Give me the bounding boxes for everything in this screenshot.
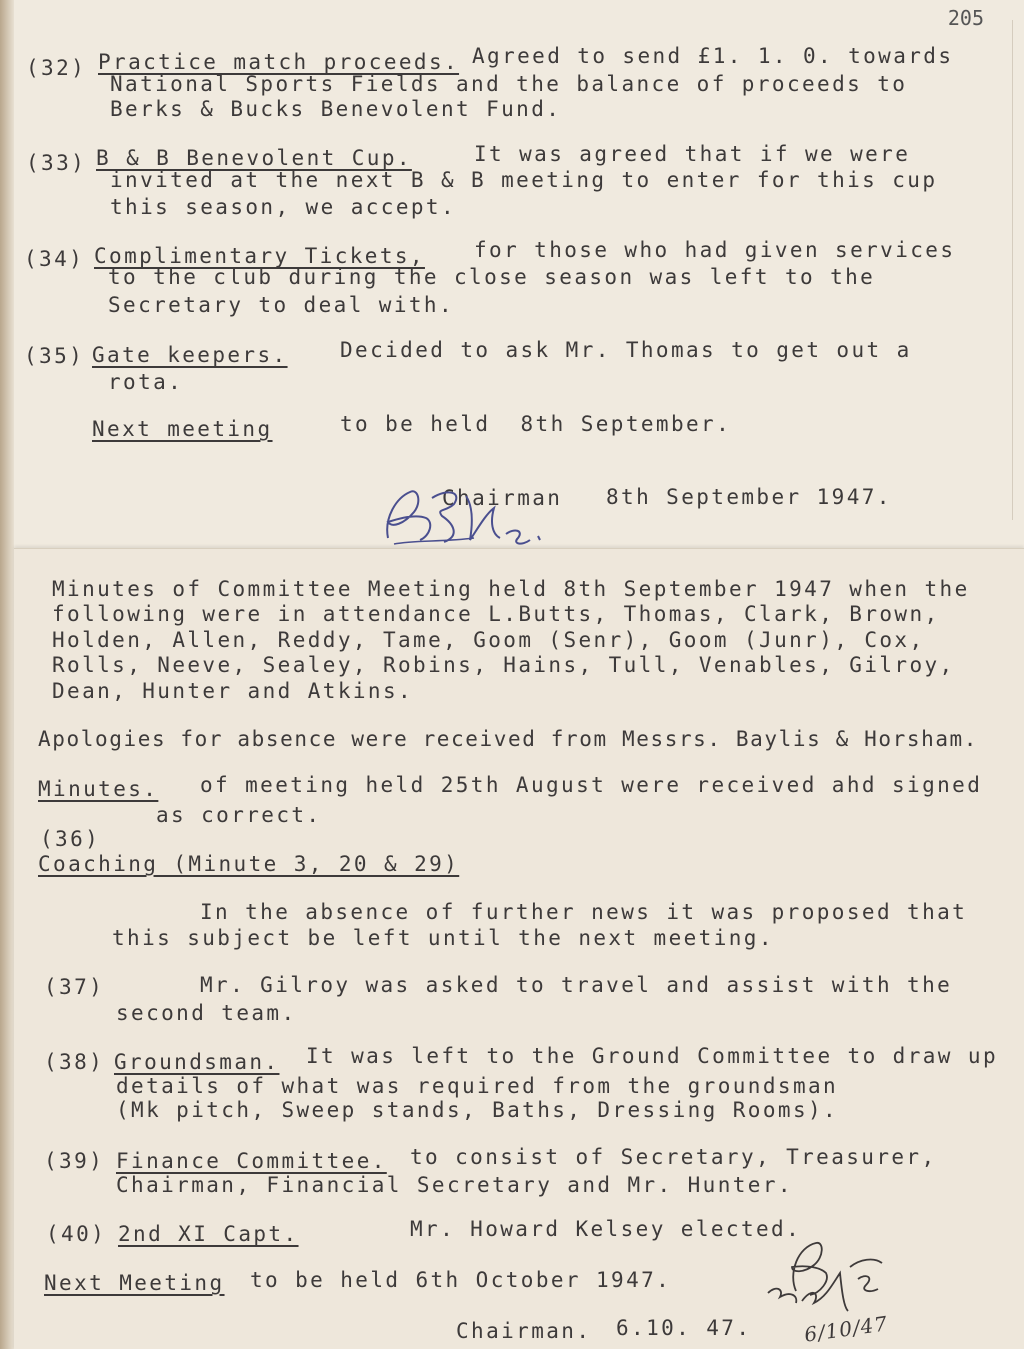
item-39-heading: Finance Committee. xyxy=(116,1149,387,1173)
item-38-number: (38) xyxy=(44,1050,105,1074)
item-39-text-1: to consist of Secretary, Treasurer, xyxy=(410,1145,937,1169)
item-40-heading: 2nd XI Capt. xyxy=(118,1222,299,1246)
handwritten-date: 6/10/47 xyxy=(802,1311,890,1347)
signoff-date-2: 6.10. 47. xyxy=(616,1316,752,1340)
page-number: 205 xyxy=(947,6,984,30)
intro-line-3: Holden, Allen, Reddy, Tame, Goom (Senr), Goom (Junr), Cox, xyxy=(52,628,925,652)
item-38-text-2: details of what was required from the groundsman xyxy=(116,1074,839,1098)
item-34-text-1: for those who had given services xyxy=(474,238,956,262)
intro-line-4: Rolls, Neeve, Sealey, Robins, Hains, Tull, Venables, Gilroy, xyxy=(52,653,955,677)
intro-line-1: Minutes of Committee Meeting held 8th September 1947 when the xyxy=(52,577,970,601)
item-34-number: (34) xyxy=(24,247,85,271)
intro-line-5: Dean, Hunter and Atkins. xyxy=(52,679,414,703)
upper-sheet xyxy=(14,0,1024,548)
item-37-number: (37) xyxy=(44,975,105,999)
item-33-heading: B & B Benevolent Cup. xyxy=(96,146,412,170)
margin-rule xyxy=(1012,20,1013,520)
item-35-heading: Gate keepers. xyxy=(92,343,288,367)
signoff-date: 8th September 1947. xyxy=(606,485,892,509)
item-37-text-1: Mr. Gilroy was asked to travel and assist with the xyxy=(200,973,953,997)
apologies: Apologies for absence were received from Messrs. Baylis & Horsham. xyxy=(38,727,979,751)
item-33-text-3: this season, we accept. xyxy=(110,195,456,219)
item-36-number: (36) xyxy=(40,827,101,851)
minutes-text-2: as correct. xyxy=(156,803,322,827)
chairman-label: Chairman xyxy=(442,486,563,510)
item-36-heading: Coaching (Minute 3, 20 & 29) xyxy=(38,852,460,876)
item-37-text-2: second team. xyxy=(116,1001,297,1025)
item-34-text-2: to the club during the close season was left to the xyxy=(108,265,876,289)
lower-sheet xyxy=(14,548,1024,1349)
item-35-number: (35) xyxy=(24,344,85,368)
item-38-text-3: (Mk pitch, Sweep stands, Baths, Dressing Rooms). xyxy=(116,1098,839,1122)
next-meeting-label: Next meeting xyxy=(92,417,273,441)
chairman-label-2: Chairman. xyxy=(456,1319,592,1343)
item-34-text-3: Secretary to deal with. xyxy=(108,293,454,317)
item-40-number: (40) xyxy=(46,1222,107,1246)
item-40-text-1: Mr. Howard Kelsey elected. xyxy=(410,1217,802,1241)
item-39-text-2: Chairman, Financial Secretary and Mr. Hunter. xyxy=(116,1173,793,1197)
item-32-text-1: Agreed to send £1. 1. 0. towards xyxy=(472,44,954,68)
item-32-heading: Practice match proceeds. xyxy=(98,50,460,74)
item-32-text-2: National Sports Fields and the balance of proceeds to xyxy=(110,72,908,96)
item-32-text-3: Berks & Bucks Benevolent Fund. xyxy=(110,97,562,121)
item-33-text-2: invited at the next B & B meeting to enter for this cup xyxy=(110,168,938,192)
item-38-heading: Groundsman. xyxy=(114,1050,280,1074)
item-35-text-2: rota. xyxy=(108,370,184,394)
item-39-number: (39) xyxy=(44,1149,105,1173)
item-35-text-1: Decided to ask Mr. Thomas to get out a xyxy=(340,338,912,362)
item-36-text-1: In the absence of further news it was proposed that xyxy=(200,900,968,924)
minutes-text-1: of meeting held 25th August were received ahd signed xyxy=(200,773,983,797)
item-36-text-2: this subject be left until the next meeting. xyxy=(112,926,774,950)
item-34-heading: Complimentary Tickets, xyxy=(94,244,425,268)
minutes-label: Minutes. xyxy=(38,777,159,801)
next-meeting-text: to be held 8th September. xyxy=(340,412,732,436)
next-meeting-label-2: Next Meeting xyxy=(44,1271,225,1295)
intro-line-2: following were in attendance L.Butts, Thomas, Clark, Brown, xyxy=(52,602,940,626)
item-33-text-1: It was agreed that if we were xyxy=(474,142,911,166)
item-38-text-1: It was left to the Ground Committee to draw up xyxy=(306,1044,998,1068)
item-33-number: (33) xyxy=(26,151,87,175)
next-meeting-text-2: to be held 6th October 1947. xyxy=(250,1268,672,1292)
item-32-number: (32) xyxy=(26,56,87,80)
